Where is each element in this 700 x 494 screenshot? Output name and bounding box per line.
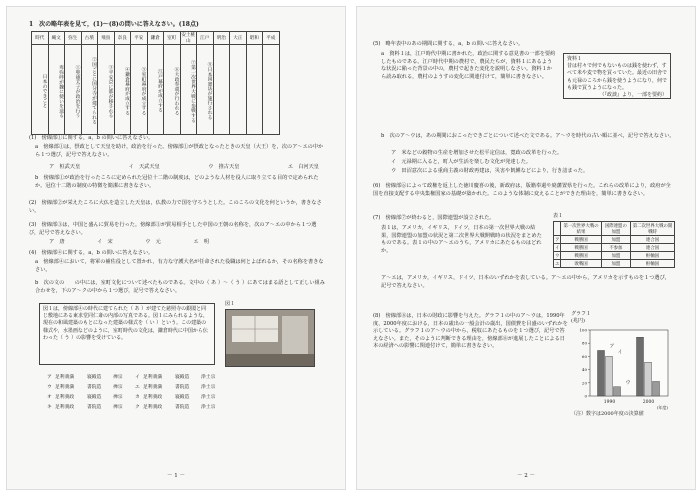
q5b-choice-c: ウ 田沼意次による重商主義の財政再建は，災害や飢饉などにより，行き詰まった。 (391, 168, 589, 174)
choice-letter: エ (135, 385, 140, 390)
table-header-cell: 第一次世界大戦の結果 (561, 222, 601, 236)
choice-letter: ア (47, 375, 52, 380)
era-header: 時代 (32, 32, 49, 45)
table-cell: 枢軸国 (631, 260, 675, 268)
table-header-cell: 国際連盟の加盟 (601, 222, 630, 236)
source-1-box (563, 53, 671, 99)
q1-head: (1) 傍線部①に関する，a，b の問いに答えなさい。 (29, 135, 154, 141)
combination-choices (47, 373, 223, 410)
choice-letter: ウ (47, 385, 52, 390)
x-suffix: (年度) (656, 405, 668, 410)
choice: ウ 推古天皇 (208, 164, 240, 170)
bar-ウ (614, 387, 621, 396)
era-cell: 平成 (263, 32, 280, 45)
q4a-text: a 傍線部④において，将軍の補佐役として置かれ，有力な守護大名が任命された役職は何とよばれるか，その名称を書きなさい。 (35, 259, 324, 273)
table-cell: 戦勝国 (561, 236, 601, 244)
figure-1-label: 図１ (225, 301, 236, 307)
table-cell: ア (555, 237, 560, 243)
graph-1 (576, 320, 676, 410)
event-cell-empty (230, 45, 247, 135)
era-cell: 安土桃山 (181, 33, 196, 44)
exam-page-2 (356, 6, 696, 490)
choice-cell: 足利義満 (143, 375, 163, 380)
source-1-title: 資料１ (567, 56, 583, 62)
table-cell: 加盟 (601, 252, 630, 260)
choice-letter: イ (135, 375, 140, 380)
bar-ア (598, 350, 605, 396)
table-cell: 戦勝国 (561, 244, 601, 252)
series-label: イ (617, 349, 623, 356)
q5b-choice-b: イ 元禄期に入ると，町人が生活を楽しむ文化が発達した。 (391, 159, 532, 165)
q5b-text: b 次のア～ウは，あの期間におこったできごとについて述べた文である。ア～ウを時代の古い順に並べ，記号で答えなさい。 (381, 133, 675, 139)
era-cell: 奈良 (114, 32, 131, 45)
x-tick-label: 1990 (603, 400, 616, 405)
era-cell: 江戸 (197, 32, 214, 45)
choice-cell: 足利義政 (143, 405, 163, 410)
era-cell: 平安 (131, 32, 148, 45)
choice-cell: 寝殿造 (175, 375, 190, 380)
choice-cell: 禅宗 (113, 405, 123, 410)
bar-イ (645, 362, 652, 396)
event-cell-empty (263, 45, 280, 135)
choice: エ 明 (193, 239, 209, 245)
table-header-cell (554, 222, 561, 236)
era-cell: 大正 (230, 32, 247, 45)
event-cell-empty (213, 45, 230, 135)
table-cell: 加盟 (601, 236, 630, 244)
choice-cell: 足利義満 (55, 385, 75, 390)
event-cell: ①聖徳太子が政治を行う (65, 45, 82, 135)
table-row (554, 236, 675, 244)
table-row (554, 260, 675, 268)
table-cell: 戦勝国 (561, 252, 601, 260)
choice-cell: 浄土宗 (201, 385, 216, 390)
y-tick-label: 20 (581, 380, 587, 386)
question-1-title: 1 次の略年表を見て，(1)～(8)の問いに答えなさい。(18点) (29, 21, 199, 28)
choice: ア 桓武天皇 (49, 164, 81, 170)
q2-text: (2) 傍線部②が栄えたころに大仏を造立した天皇は，仏教の力で国を守ろうとした。このころの文化を何というか，書きなさい。 (29, 200, 322, 214)
choice-cell: 足利義満 (55, 375, 75, 380)
choice-cell: 書院造 (175, 385, 190, 390)
event-cell: ②国ごとに国分寺が建てられる (81, 45, 98, 135)
series-label: ア (609, 343, 615, 350)
event-cell: ④鎌倉幕府が成立する (114, 45, 131, 135)
event-cell-empty (246, 45, 263, 135)
q7-passage: 表１は，アメリカ，イギリス，ドイツ，日本の第一次世界大戦の結果，国際連盟の加盟の状況と第二次世界大戦開戦時の状況をまとめたものである。表１の中のア～エのうち，アメリカにあたるものはどれか。 (381, 225, 542, 254)
chronology-table (31, 31, 280, 135)
choice-letter: オ (47, 395, 52, 400)
choice: イ 宋 (97, 239, 113, 245)
table-cell: 敗戦国 (561, 260, 601, 268)
interior-photo-illustration (226, 310, 314, 366)
graph-1-source: （注）数字は2000年度の決算値 (571, 411, 644, 417)
table-1 (553, 221, 675, 268)
choice-cell: 禅宗 (113, 385, 123, 390)
era-cell: 縄文 (48, 32, 65, 45)
event-cell: ⑥大政奉還が行われる (164, 45, 181, 135)
figure-1-photo (225, 309, 315, 367)
q8-text: (8) 傍線部⑧は，日本の財政に影響を与えた。グラフ１の中のア～ウは，1990年度，2000年度における，日本の歳出の一般会計の歳出，国債費を目盛のいずれかを示している。グラフ１のア～ウの中から，税収にあたるものを１つ選び，記号で答えなさい。また，そのように判断できる理由を，傍線部⑧が進展したことによる日本の経済への影響に関連付けて，簡単に書きなさい。 (373, 313, 568, 350)
choice-cell: 禅宗 (113, 395, 123, 400)
era-cell: 鎌倉 (147, 32, 164, 45)
event-cell: ③平安京に都が移される (98, 45, 115, 135)
table-cell: 加盟 (601, 260, 630, 268)
q5a-text: a 資料１は，江戸時代中期に書かれた，政治に関する意見書の一部を要約したものである。江戸時代中期の農村で，農民たちが，資料１にあるような状況に陥った背景の中の，農村で起きた変化を説明しなさい。資料１から読み取れる，農村のようすの変化に関連付けて，簡単に書きなさい。 (381, 51, 556, 80)
table-cell: 枢軸国 (631, 252, 675, 260)
era-cell: 古墳 (81, 32, 98, 45)
era-cell: 昭和 (246, 32, 263, 45)
choice: ウ 元 (145, 239, 161, 245)
table-cell: 連合国 (631, 236, 675, 244)
graph-1-unit: (兆円) (571, 318, 585, 324)
events-header: 日本のできごと (32, 45, 49, 135)
choice-cell: 禅宗 (113, 375, 123, 380)
x-tick-label: 2000 (642, 400, 655, 405)
q6-text: (6) 傍線部⑥によって政権を返上した徳川慶喜の後，新政府は，版籍奉還や廃藩置県を行った。これらの改革により，政府が全国を直接支配する中央集権国家の基礎が築かれた。このような体制に変えることができた理由を，簡単に書きなさい。 (373, 183, 671, 197)
q1a-choices (49, 164, 319, 172)
choice-cell: 書院造 (87, 405, 102, 410)
choice: イ 天武天皇 (128, 164, 160, 170)
choice-cell: 書院造 (175, 405, 190, 410)
y-tick-label: 80 (581, 340, 587, 346)
era-cell: 明治 (213, 32, 230, 45)
choice-cell: 寝殿造 (87, 395, 102, 400)
q7-instruction: ア～エは，アメリカ，イギリス，ドイツ，日本のいずれかを表している。ア～エの中から，アメリカを示すものを１つ選び，記号で答えなさい。 (381, 275, 670, 289)
table-cell: ウ (555, 253, 560, 259)
graph-1-title: グラフ１ (571, 311, 592, 317)
q3-text: (3) 傍線部③は，中国と盛んに貿易を行った。傍線部③が貿易相手とした中国の王朝の名称を，次のア～エの中から１つ選び，記号で答えなさい。 (29, 222, 317, 236)
table-row (554, 252, 675, 260)
event-cell: ⑤室町幕府が成立する (131, 45, 148, 135)
page-number: － 2 － (517, 473, 535, 479)
choice-cell: 寝殿造 (175, 395, 190, 400)
bar-ウ (653, 381, 660, 396)
exam-page-1 (6, 6, 346, 490)
q4-head: (4) 傍線部④に関する，a，b の問いに答えなさい。 (29, 250, 154, 256)
q5b-choice-a: ア 米などの穀物の生産を増加させた松平定信は，寛政の改革を行った。 (391, 150, 563, 156)
table-cell: 連合国 (631, 244, 675, 252)
q4b-text: b 次の文の の中には，室町文化について述べたものである。文中の（ あ ）～（ う ）にあてはまる語として正しい組み合わせを，下のア～クの中から１つ選び，記号で答えなさい。 (35, 280, 325, 294)
era-cell: 飛鳥 (98, 32, 115, 45)
table-cell: 不参加 (601, 244, 630, 252)
event-cell: ⑦第一次世界大戦に参戦する (180, 45, 197, 135)
choice-letter: ク (135, 405, 140, 410)
page-number: － 1 － (167, 473, 185, 479)
event-cell: 卑弥呼が魏に使いを送る (48, 45, 65, 135)
choice-cell: 浄土宗 (201, 375, 216, 380)
event-cell: ⑧日本国憲法が施行される (197, 45, 214, 135)
q1a-text: a 傍線部①は，摂政として天皇を助け，政治を行った。傍線部①が摂政となったときの天皇（大王）を，次のア～エの中から１つ選び，記号で答えなさい。 (35, 144, 324, 158)
q1b-text: b 傍線部①が政治を行ったころに定められた冠位十二階の制度は，どのような人材を役人に取り立てる目的で定められたか。冠位十二階の制度の特徴を簡潔に書きなさい。 (35, 175, 319, 189)
table-header-cell: 第二次世界大戦の開戦時 (631, 222, 675, 236)
table-row (554, 244, 675, 252)
y-tick-label: 0 (584, 393, 587, 399)
choice-cell: 足利義政 (143, 395, 163, 400)
choice-cell: 足利義政 (55, 405, 75, 410)
q7-text: (7) 傍線部⑦が終わると，国際連盟が設立された。 (373, 215, 495, 221)
y-tick-label: 100 (579, 327, 587, 333)
choice-cell: 足利義満 (143, 385, 163, 390)
table-1-title: 表１ (553, 213, 564, 219)
choice-letter: カ (135, 395, 140, 400)
choice: ア 唐 (49, 239, 65, 245)
series-label: ウ (625, 379, 631, 386)
choice-cell: 浄土宗 (201, 405, 216, 410)
era-cell: 室町 (164, 32, 181, 45)
bar-イ (606, 356, 613, 396)
y-tick-label: 40 (581, 367, 587, 373)
q5-head: (5) 略年表中のあの期間に関する，a，b の問いに答えなさい。 (373, 41, 524, 47)
source-1-cite: （『政談』より，一部を要約） (599, 92, 667, 99)
q3-choices (49, 239, 209, 247)
choice-cell: 足利義政 (55, 395, 75, 400)
choice-cell: 書院造 (87, 385, 102, 390)
table-cell: エ (555, 261, 560, 267)
table-cell: イ (555, 245, 560, 251)
era-cell: 弥生 (65, 32, 82, 45)
bar-ア (637, 337, 644, 396)
choice-letter: キ (47, 405, 52, 410)
event-cell: 江戸幕府が成立する (147, 45, 164, 135)
choice-cell: 浄土宗 (201, 395, 216, 400)
y-tick-label: 60 (581, 353, 587, 359)
source-1-text: 昔は村々で何でもないものは銭を使わず，すべて米や麦で物を買っていた。最近の田舎でも元禄のころから銭を使うようになり，何でも銭で買うようになった。 (567, 63, 668, 91)
choice: エ 白河天皇 (287, 164, 319, 170)
choice-cell: 寝殿造 (87, 375, 102, 380)
passage-box: 図１は，傍線部④の時代に建てられた（ あ ）が建てた慈照寺の銀閣と同じ敷地にある東求堂同仁斎の内部の写真である。図１にみられるような，現在の和風建築のもとになった建築の様式を（ い ）という。この建築の様式や，水墨画などのように，室町時代の文化は，鎌倉時代に中国から伝わった（ う ）の影響を受けている。 (39, 303, 215, 365)
